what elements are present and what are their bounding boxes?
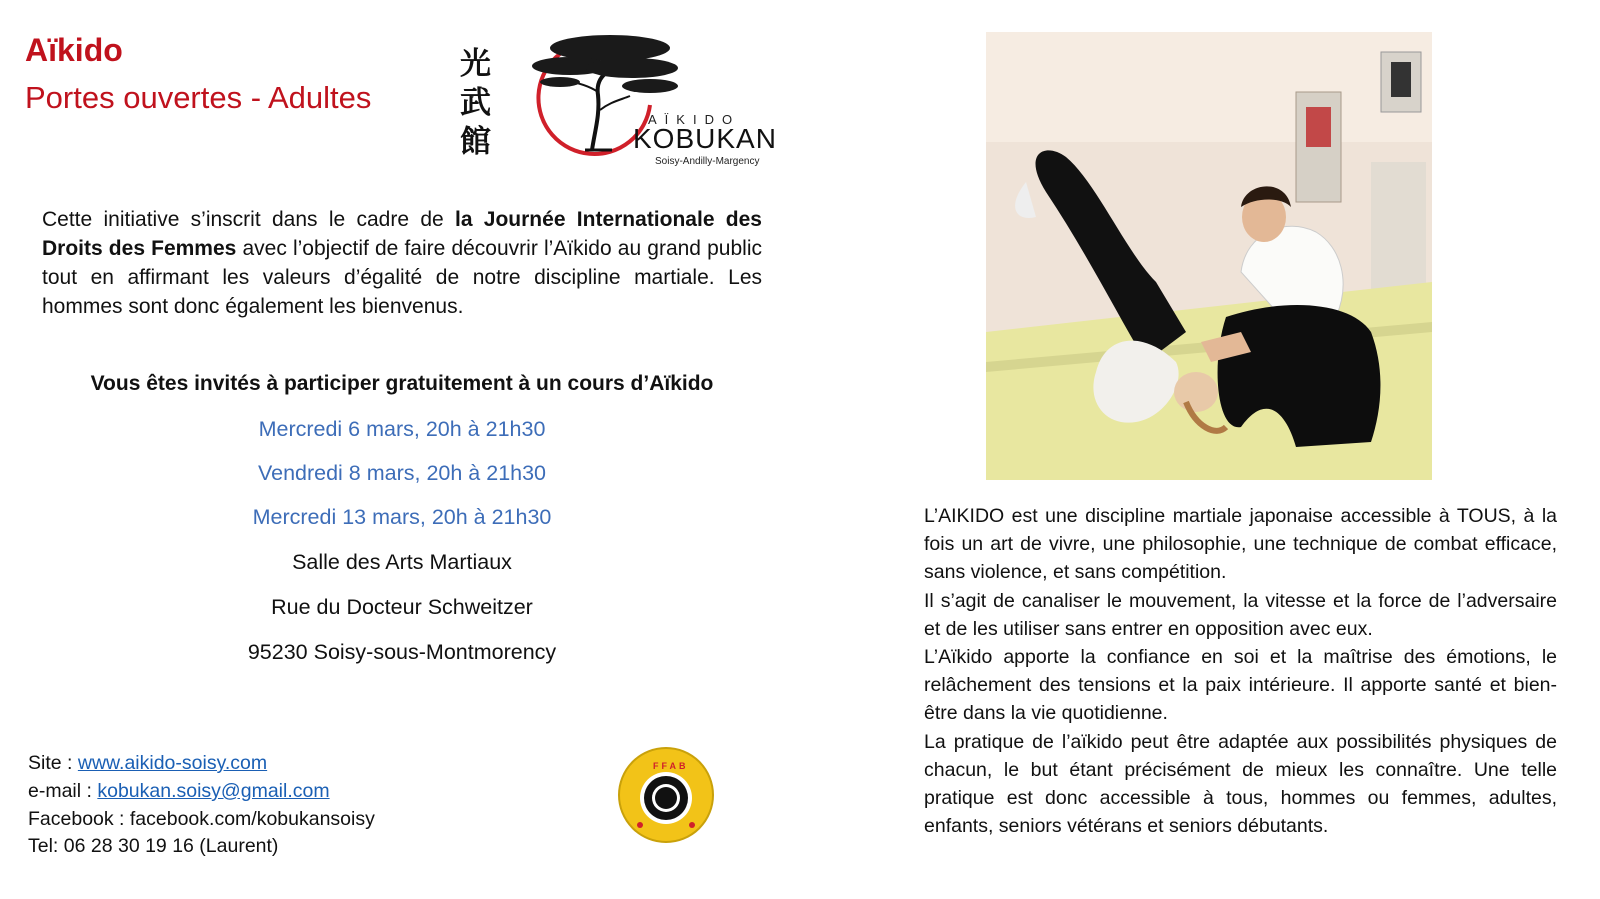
page-subtitle: Portes ouvertes - Adultes	[25, 80, 372, 115]
contact-site	[28, 752, 267, 775]
email-label: e-mail :	[28, 780, 98, 802]
contact-phone: Tel: 06 28 30 19 16 (Laurent)	[28, 835, 279, 857]
date-1: Mercredi 6 mars, 20h à 21h30	[258, 417, 546, 441]
contact-facebook: Facebook : facebook.com/kobukansoisy	[28, 808, 375, 830]
date-3: Mercredi 13 mars, 20h à 21h30	[252, 505, 552, 529]
site-link[interactable]: www.aikido-soisy.com	[77, 752, 268, 774]
logo-kanji-3: 館	[460, 124, 491, 160]
logo-aikido-text: AÏKIDO	[648, 112, 741, 127]
intro-text-1: Cette initiative s’inscrit dans le cadre de	[42, 208, 455, 231]
contact-email	[28, 780, 330, 803]
address-line-1: Salle des Arts Martiaux	[292, 550, 512, 574]
description-paragraph-3: L’Aïkido apporte la confiance en soi et la maîtrise des émotions, le relâchement des tensions et la paix intérieure. Il apporte santé et bien-être dans la vie quotidienne.	[924, 646, 1557, 725]
ffab-logo	[615, 745, 717, 845]
email-link[interactable]: kobukan.soisy@gmail.com	[97, 780, 330, 802]
ffab-letters: FFAB	[653, 761, 689, 771]
date-2: Vendredi 8 mars, 20h à 21h30	[257, 461, 547, 485]
intro-text-2: avec l’objectif de faire découvrir l’Aïkido au grand public tout en affirmant les valeurs d’égalité de notre discipline martiale. Les hommes sont donc également les bienvenus.	[42, 237, 762, 318]
description-paragraph-4: La pratique de l’aïkido peut être adaptée aux possibilités physiques de chacun, le but étant précisément de mieux les connaître. Une telle pratique est donc accessible à tous, hommes ou femmes, adultes, enfants, seniors vétérans et seniors débutants.	[924, 730, 1557, 838]
kobukan-logo	[455, 30, 800, 180]
description-paragraph-2: Il s’agit de canaliser le mouvement, la vitesse et la force de l’adversaire et de les utiliser sans entrer en opposition avec eux.	[924, 589, 1557, 640]
logo-location-text: Soisy-Andilly-Margency	[655, 156, 760, 167]
address-line-2: Rue du Docteur Schweitzer	[271, 595, 533, 619]
description-paragraph-1: L’AIKIDO est une discipline martiale japonaise accessible à TOUS, à la fois un art de vivre, une philosophie, une technique de combat efficace, sans violence, et sans compétition.	[924, 505, 1557, 584]
logo-kanji-1: 光	[460, 46, 491, 82]
ffab-seal-icon	[615, 745, 717, 845]
intro-bold-text: la Journée Internationale des Droits des Femmes	[42, 208, 762, 260]
site-label: Site :	[28, 752, 78, 774]
invitation-heading: Vous êtes invités à participer gratuitement à un cours d’Aïkido	[90, 372, 714, 395]
aikido-photo	[986, 32, 1432, 480]
logo-kobukan-text: KOBUKAN	[633, 123, 777, 154]
page-title: Aïkido	[25, 32, 123, 68]
address-line-3: 95230 Soisy-sous-Montmorency	[247, 640, 557, 664]
aikido-practice-photo-icon	[986, 32, 1432, 480]
logo-kanji-2: 武	[460, 85, 491, 121]
description-block	[924, 502, 1557, 840]
intro-paragraph	[42, 205, 762, 321]
